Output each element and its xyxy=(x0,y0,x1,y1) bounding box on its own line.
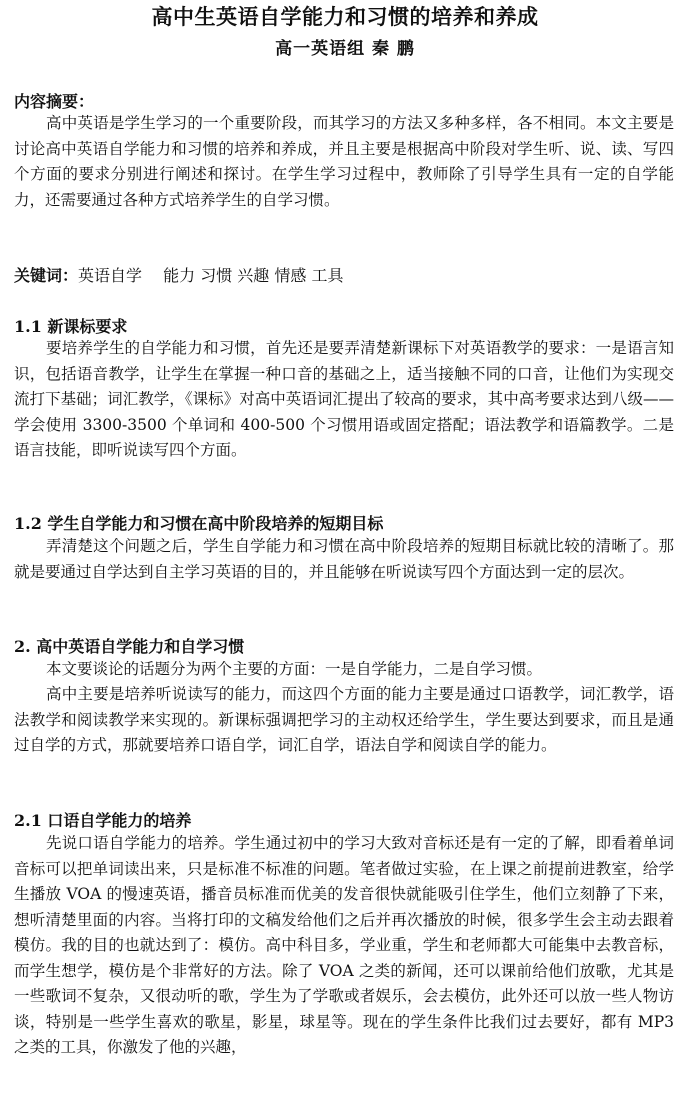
keywords-label: 关键词： xyxy=(14,266,79,285)
section-1-2-text: 弄清楚这个问题之后，学生自学能力和习惯在高中阶段培养的短期目标就比较的清晰了。那就是要通过自学达到自主学习英语的目的，并且能够在听说读写四个方面达到一定的层次。 xyxy=(14,537,674,581)
section-1-1-text: 要培养学生的自学能力和习惯，首先还是要弄清楚新课标下对英语教学的要求：一是语言知识，包括语音教学，让学生在掌握一种口音的基础之上，适当接触不同的口音，让他们为实现交流打下基础；词汇教学，《课标》对高中英语词汇提出了较高的要求，其中高考要求达到八级——学会使用 3300-3500 个单词和 400-500 个习惯用语或固定搭配；语法教学和语篇教学。二是语言技能，即听说读写四个方面。 xyxy=(14,339,674,459)
section-2-paragraph-2: 高中主要是培养听说读写的能力，而这四个方面的能力主要是通过口语教学，词汇教学，语法教学和阅读教学来实现的。新课标强调把学习的主动权还给学生，学生要达到要求，而且是通过自学的方式，那就要培养口语自学，词汇自学，语法自学和阅读自学的能力。 xyxy=(14,685,674,754)
section-2-paragraph-1: 本文要谈论的话题分为两个主要的方面：一是自学能力，二是自学习惯。 xyxy=(46,660,543,678)
document-author: 高一英语组 秦 鹏 xyxy=(275,39,415,59)
keywords-line xyxy=(14,266,343,286)
keywords-text: 英语自学 能力 习惯 兴趣 情感 工具 xyxy=(78,266,344,285)
section-1-2-heading: 1.2 学生自学能力和习惯在高中阶段培养的短期目标 xyxy=(14,514,384,533)
section-1-1-heading: 1.1 新课标要求 xyxy=(14,317,128,336)
section-2-heading: 2. 高中英语自学能力和自学习惯 xyxy=(14,637,245,656)
abstract-label: 内容摘要： xyxy=(14,92,95,111)
document-title: 高中生英语自学能力和习惯的培养和养成 xyxy=(151,4,539,29)
section-2-1-heading: 2.1 口语自学能力的培养 xyxy=(14,811,192,830)
section-2-1-text: 先说口语自学能力的培养。学生通过初中的学习大致对音标还是有一定的了解，即看着单词音标可以把单词读出来，只是标准不标准的问题。笔者做过实验，在上课之前提前进教室，给学生播放 VOA 的慢速英语，播音员标准而优美的发音很快就能吸引住学生，他们立刻静了下来，想听清楚里面的内容。当将打印的文稿发给他们之后并再次播放的时候，很多学生会主动去跟着模仿。我的目的也就达到了：模仿。高中科目多，学业重，学生和老师都大可能集中去教音标，而学生想学，模仿是个非常好的方法。除了 VOA 之类的新闻，还可以课前给他们放歌，尤其是一些歌词不复杂，又很动听的歌，学生为了学歌或者娱乐，会去模仿，此外还可以放一些人物访谈，特别是一些学生喜欢的歌星，影星，球星等。现在的学生条件比我们过去要好，都有 MP3 之类的工具，你激发了他的兴趣， xyxy=(14,834,674,1056)
abstract-text: 高中英语是学生学习的一个重要阶段，而其学习的方法又多种多样，各不相同。本文主要是讨论高中英语自学能力和习惯的培养和养成，并且主要是根据高中阶段对学生听、说、读、写四个方面的要求分别进行阐述和探讨。在学生学习过程中，教师除了引导学生具有一定的自学能力，还需要通过各种方式培养学生的自学习惯。 xyxy=(14,114,674,209)
